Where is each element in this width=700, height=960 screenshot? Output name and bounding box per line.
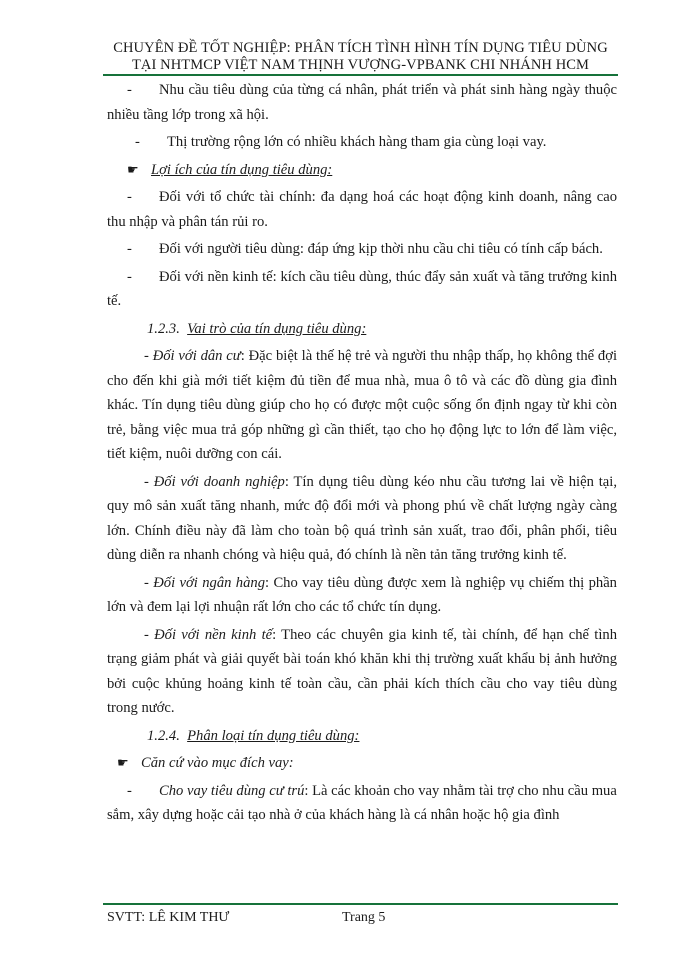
role-enterprises-label: Đối với doanh nghiệp (153, 473, 285, 490)
needs-bullet-2-text: Thị trường rộng lớn có nhiều khách hàng tham gia cùng loại vay. (167, 134, 547, 150)
classification-subheading (107, 751, 617, 776)
role-banks-text: : Cho vay tiêu dùng được xem là nghiệp vụ chiếm thị phần lớn và đem lại lợi nhuận rất lớn cho các tổ chức tín dụng. (107, 574, 617, 615)
role-economy-text: : Theo các chuyên gia kinh tế, tài chính, để hạn chế tình trạng giảm phát và giải quyết bài toán khó khăn khi thị trường xuất khẩu bị ảnh hưởng bởi cuộc khủng hoảng kinh tế toàn cầu, cần phải kích thích cầu cho vay tiêu dùng trong nước. (107, 626, 617, 716)
residential-loan-label: Cho vay tiêu dùng cư trú (159, 782, 305, 799)
needs-bullet-1-text: Nhu cầu tiêu dùng của từng cá nhân, phát triển và phát sinh hàng ngày thuộc nhiều tầng lớp trong xã hội. (107, 82, 617, 123)
needs-bullet-2 (107, 130, 617, 155)
dash-bullet: - (127, 82, 132, 98)
header-line-1: CHUYÊN ĐỀ TỐT NGHIỆP: PHÂN TÍCH TÌNH HÌNH TÍN DỤNG TIÊU DÙNG (113, 40, 608, 56)
role-economy-label: Đối với nền kinh tế (154, 626, 273, 643)
section-1-2-4-number: 1.2.4. (147, 727, 180, 744)
role-economy-paragraph: - Đối với nền kinh tế: Theo các chuyên gia kinh tế, tài chính, để hạn chế tình trạng giảm phát và giải quyết bài toán khó khăn khi thị trường xuất khẩu bị ảnh hưởng bởi cuộc khủng hoảng kinh tế toàn cầu, cần phải kích thích cầu cho vay tiêu dùng trong nước. (107, 626, 617, 716)
role-residents-paragraph: - Đối với dân cư: Đặc biệt là thế hệ trẻ và người thu nhập thấp, họ không thể đợi cho đến khi già mới tiết kiệm đủ tiền để mua nhà, mua ô tô và các đồ dùng gia đình khác. Tín dụng tiêu dùng giúp cho họ có được một cuộc sống ổn định ngay từ khi còn trẻ, bằng việc mua trả góp những gì cần thiết, tạo cho họ động lực to lớn để làm việc, tiết kiệm, nuôi dưỡng con cái. (107, 348, 618, 462)
benefits-bullet-3-text: Đối với nền kinh tế: kích cầu tiêu dùng, thúc đẩy sản xuất và tăng trưởng kinh tế. (107, 268, 617, 309)
benefits-heading-text: Lợi ích của tín dụng tiêu dùng: (151, 161, 333, 178)
section-1-2-4-heading (107, 724, 617, 749)
residential-loan-text: : Là các khoản cho vay nhằm tài trợ cho nhu cầu mua sắm, xây dựng hoặc cải tạo nhà ở của khách hàng là cá nhân hoặc hộ gia đình (107, 782, 617, 823)
section-1-2-3-heading (107, 317, 617, 342)
benefits-bullet-1 (107, 185, 617, 234)
section-1-2-3-number: 1.2.3. (147, 320, 180, 337)
benefits-bullet-2-text: Đối với người tiêu dùng: đáp ứng kịp thời nhu cầu chi tiêu có tính cấp bách. (159, 241, 603, 257)
pointing-hand-icon: ☛ (117, 755, 129, 770)
needs-bullet-1 (107, 78, 617, 127)
dash-bullet: - (127, 268, 132, 285)
footer-rule (103, 903, 618, 905)
role-enterprises-text: : Tín dụng tiêu dùng kéo nhu cầu tương lai về hiện tại, quy mô sản xuất tăng nhanh, mức độ đổi mới và phong phú về chất lượng ngày càng lớn. Chính điều này đã làm cho toàn bộ quá trình sản xuất, trao đổi, phân phối, tiêu dùng diễn ra nhanh chóng và hiệu quả, đó chính là nền tản tăng trưởng kinh tế. (107, 473, 617, 563)
classification-subheading-text: Căn cứ vào mục đích vay: (141, 755, 294, 771)
footer-page-number: Trang 5 (342, 910, 386, 925)
role-residents-label: Đối với dân cư (152, 348, 241, 364)
footer-author: SVTT: LÊ KIM THƯ (107, 910, 230, 925)
dash-bullet: - (127, 241, 132, 257)
benefits-heading (107, 158, 617, 183)
dash-bullet: - (127, 782, 132, 799)
pointing-hand-icon: ☛ (127, 161, 139, 177)
document-body (107, 78, 617, 828)
section-1-2-4-title: Phân loại tín dụng tiêu dùng: (187, 727, 360, 744)
benefits-bullet-2 (107, 237, 617, 262)
role-residents-text: : Đặc biệt là thế hệ trẻ và người thu nhập thấp, họ không thể đợi cho đến khi già mới tiết kiệm đủ tiền để mua nhà, mua ô tô và các đồ dùng gia đình khác. Tín dụng tiêu dùng giúp cho họ có được một cuộc sống ổn định ngay từ khi còn trẻ, bằng việc mua trả góp những gì cần thiết, tạo cho họ động lực to lớn để làm việc, tiết kiệm, nuôi dưỡng con cái. (107, 348, 618, 462)
role-banks-paragraph: - Đối với ngân hàng: Cho vay tiêu dùng được xem là nghiệp vụ chiếm thị phần lớn và đem lại lợi nhuận rất lớn cho các tổ chức tín dụng. (107, 574, 617, 615)
dash-bullet: - (135, 134, 140, 150)
header-rule (103, 74, 618, 76)
benefits-bullet-1-text: Đối với tổ chức tài chính: đa dạng hoá các hoạt động kinh doanh, nâng cao thu nhập và phân tán rủi ro. (107, 189, 617, 230)
dash-bullet: - (127, 189, 132, 205)
section-1-2-3-title: Vai trò của tín dụng tiêu dùng: (187, 320, 367, 337)
role-enterprises-paragraph: - Đối với doanh nghiệp: Tín dụng tiêu dùng kéo nhu cầu tương lai về hiện tại, quy mô sản xuất tăng nhanh, mức độ đổi mới và phong phú về chất lượng ngày càng lớn. Chính điều này đã làm cho toàn bộ quá trình sản xuất, trao đổi, phân phối, tiêu dùng diễn ra nhanh chóng và hiệu quả, đó chính là nền tản tăng trưởng kinh tế. (107, 473, 617, 563)
role-banks-label: Đối với ngân hàng (153, 574, 265, 591)
page-header (103, 40, 618, 74)
benefits-bullet-3 (107, 265, 617, 314)
header-line-2: TẠI NHTMCP VIỆT NAM THỊNH VƯỢNG-VPBANK CHI NHÁNH HCM (131, 57, 590, 73)
residential-loan-bullet (107, 779, 617, 828)
